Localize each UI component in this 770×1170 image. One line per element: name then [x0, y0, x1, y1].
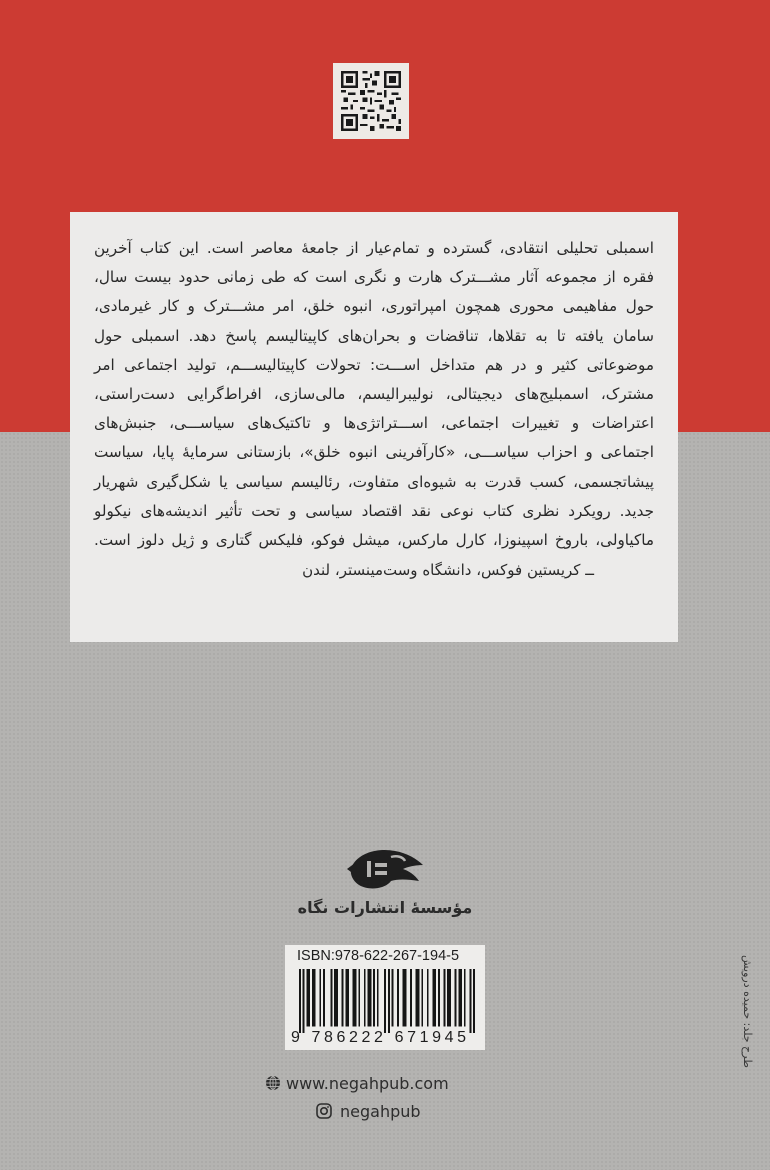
blurb-line: موضوعاتی کثیر و در هم متداخل اســـت: تحولات کاپیتالیســـم، تولید اجتماعی امر — [94, 355, 654, 374]
website-url: www.negahpub.com — [286, 1073, 449, 1093]
qr-code[interactable] — [333, 63, 409, 139]
blurb-attribution: ــ کریستین فوکس، دانشگاه وست‌مینستر، لندن — [302, 561, 594, 580]
publisher-name: مؤسسهٔ انتشارات نگاه — [297, 898, 473, 917]
blurb-line: حول مفاهیمی محوری همچون امپراتوری، انبوه خلق، امر مشـــترک و کار غیرمادی، — [94, 297, 654, 316]
isbn-label: ISBN:978-622-267-194-5 — [297, 948, 460, 964]
barcode-bars — [299, 969, 475, 1033]
blurb-panel — [70, 212, 678, 642]
barcode-digits: 9 786222 671945 — [291, 1029, 470, 1046]
cover-design-credit-text: طرح جلد: حمیده درویش — [741, 955, 754, 1068]
blurb-line: فقره از مجموعه آثار مشـــترک هارت و نگری است که طی زمانی حدود بیست سال، — [94, 268, 654, 287]
blurb-text — [94, 234, 654, 555]
website-link[interactable] — [265, 1072, 449, 1094]
blurb-line: اعتراضات و تغییرات اجتماعی، اســـتراتژی‌ها و تاکتیک‌های سیاســـی، جنبش‌های — [94, 414, 654, 433]
blurb-line: اجتماعی و احزاب سیاســـی، «کارآفرینی انبوه خلق»، بازستانی سرمایهٔ پایا، سیاست — [94, 443, 654, 462]
blurb-line: جدید. رویکرد نظری کتاب نوعی نقد اقتصاد سیاسی و تحت تأثیر اندیشه‌های نیکولو — [94, 501, 654, 520]
blurb-line: ماکیاولی، باروخ اسپینوزا، کارل مارکس، میشل فوکو، فلیکس گتاری و ژیل دلوز است. — [94, 531, 654, 550]
instagram-link[interactable] — [316, 1100, 421, 1122]
blurb-line: سامان یافته تا به تقلاها، تناقضات و بحران‌های کاپیتالیسم پاسخ دهد. اسمبلی حول — [94, 326, 654, 345]
cover-design-credit — [738, 955, 758, 1125]
isbn-barcode — [285, 945, 485, 1050]
blurb-line: مشترک، اسمبلیج‌های دیجیتالی، نولیبرالیسم، مالی‌سازی، افراط‌گرایی دست‌راستی، — [94, 385, 654, 404]
instagram-icon — [316, 1103, 332, 1119]
publisher-logo — [345, 845, 425, 895]
blurb-line: پیشاتجسمی، کسب قدرت به شیوه‌ای متفاوت، رئالیسم سیاسی یا شکل‌گیری شهریار — [94, 472, 654, 491]
negah-feather-logo-icon — [345, 845, 425, 895]
globe-icon — [265, 1075, 281, 1091]
barcode-icon — [299, 969, 475, 1033]
instagram-handle: negahpub — [340, 1101, 421, 1121]
blurb-line: اسمبلی تحلیلی انتقادی، گسترده و تمام‌عیار از جامعهٔ معاصر است. این کتاب آخرین — [94, 239, 654, 257]
qr-code-icon — [341, 71, 401, 131]
